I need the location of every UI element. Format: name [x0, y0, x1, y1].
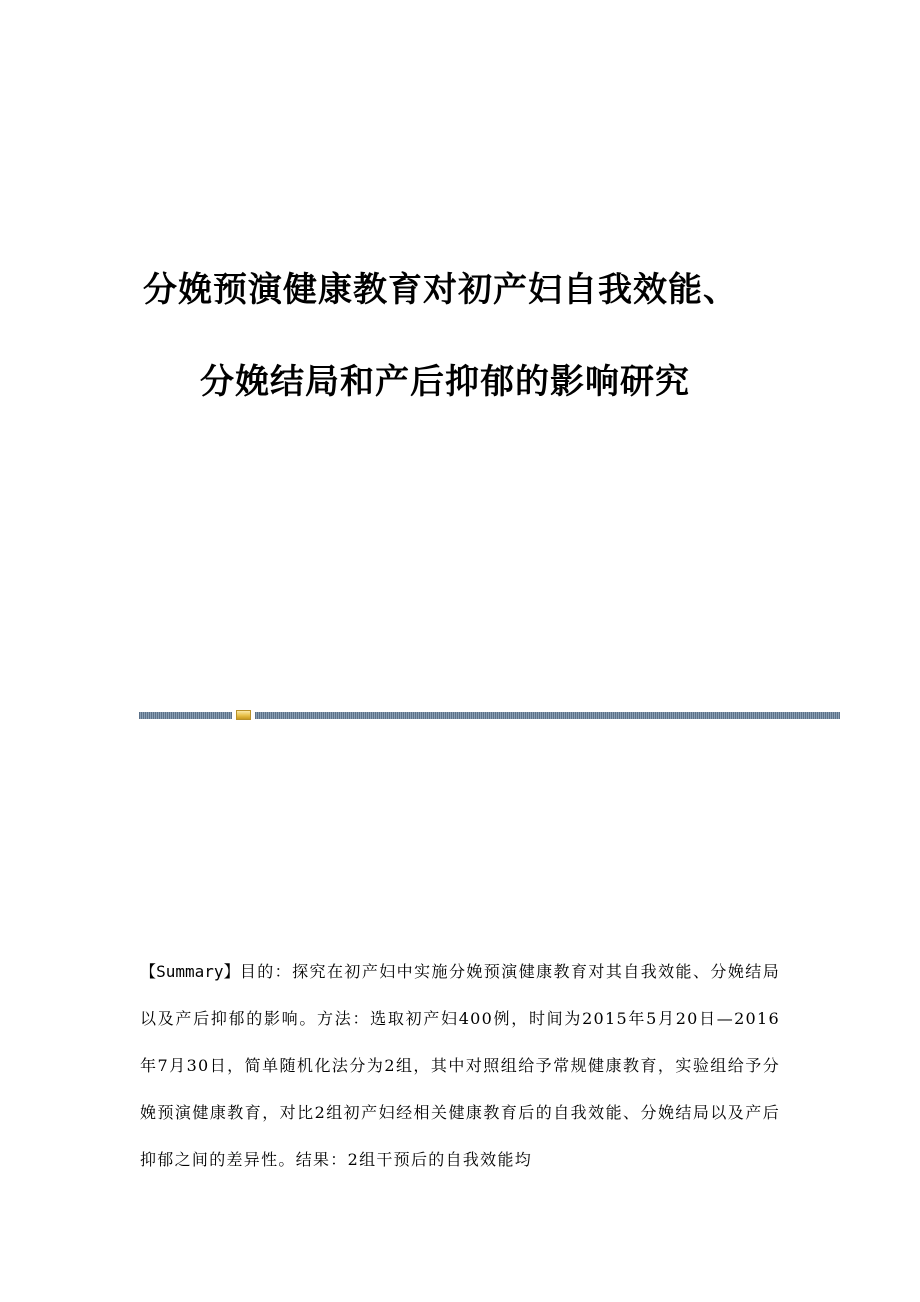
divider-bar-left: [139, 712, 232, 719]
summary-tag: 【Summary】: [140, 962, 240, 981]
decorative-divider: [139, 710, 840, 720]
document-title-line-2: 分娩结局和产后抑郁的影响研究: [200, 362, 690, 402]
document-title-line-1: 分娩预演健康教育对初产妇自我效能、: [143, 270, 738, 310]
summary-text: 目的：探究在初产妇中实施分娩预演健康教育对其自我效能、分娩结局以及产后抑郁的影响。方法：选取初产妇400例，时间为2015年5月20日—2016年7月30日，简单随机化法分为2组，其中对照组给予常规健康教育，实验组给予分娩预演健康教育，对比2组初产妇经相关健康教育后的自我效能、分娩结局以及产后抑郁之间的差异性。结果：2组干预后的自我效能均: [140, 962, 780, 1169]
summary-paragraph: [140, 948, 780, 1183]
divider-bar-right: [255, 712, 840, 719]
divider-gem-icon: [236, 710, 251, 720]
